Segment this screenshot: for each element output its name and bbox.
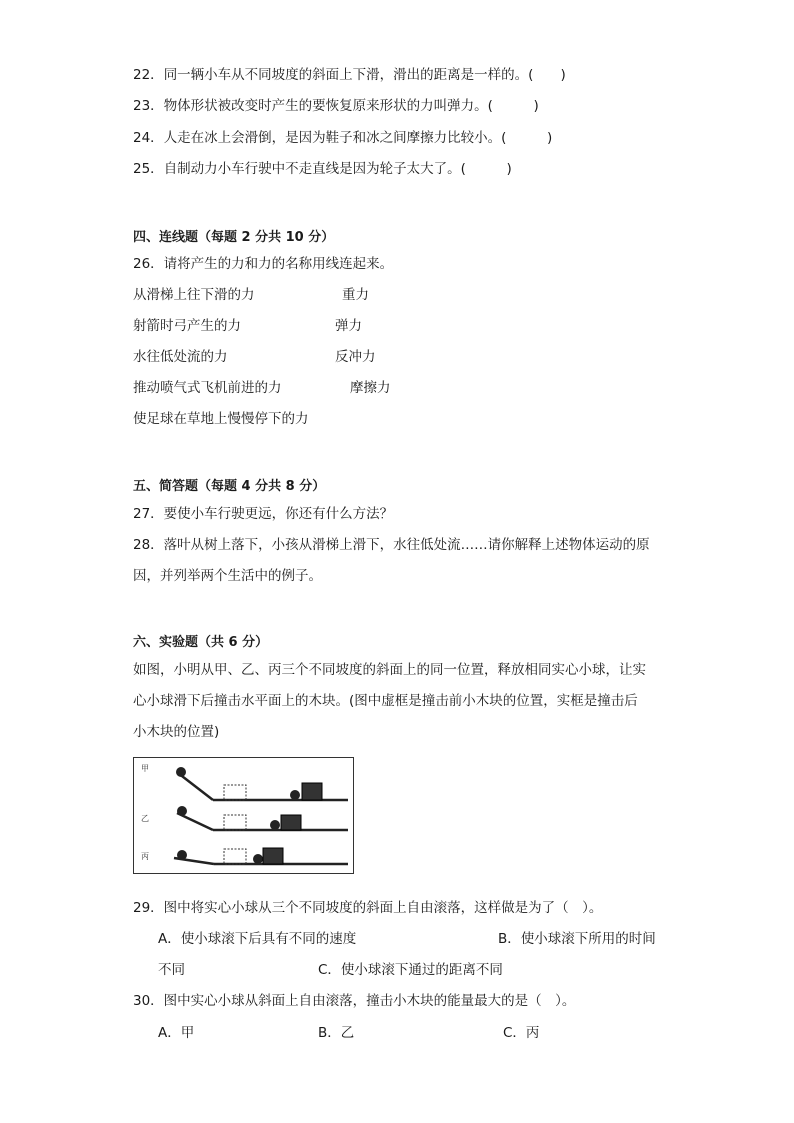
question-22 <box>133 66 566 84</box>
experiment-figure <box>133 757 354 874</box>
q30-option-b: B．乙 <box>318 1025 355 1041</box>
match-left-item-3: 水往低处流的力 <box>133 349 228 365</box>
q29-option-b: B．使小球滚下所用的时间 <box>498 931 656 947</box>
match-left-item-1: 从滑梯上往下滑的力 <box>133 287 255 303</box>
question-number: 23． <box>133 98 164 114</box>
match-right-item-2: 弹力 <box>335 318 362 334</box>
q29-option-a: A．使小球滚下后具有不同的速度 <box>158 931 357 947</box>
question-text: 同一辆小车从不同坡度的斜面上下滑，滑出的距离是一样的。( ) <box>163 67 566 83</box>
q29-option-b-continued: 不同 <box>158 962 185 978</box>
question-text: 人走在冰上会滑倒，是因为鞋子和冰之间摩擦力比较小。( ) <box>163 130 553 146</box>
question-25 <box>133 160 512 178</box>
slope-line <box>178 773 213 800</box>
block-before <box>224 785 246 800</box>
q30-option-a: A．甲 <box>158 1025 195 1041</box>
ramp-jia <box>176 767 348 800</box>
experiment-intro-line-1: 如图，小明从甲、乙、丙三个不同坡度的斜面上的同一位置，释放相同实心小球，让实 <box>133 662 646 678</box>
question-28-line-1: 28．落叶从树上落下，小孩从滑梯上滑下，水往低处流……请你解释上述物体运动的原 <box>133 537 650 553</box>
question-number: 24． <box>133 130 164 146</box>
ball-end <box>270 820 280 830</box>
block-after <box>263 848 283 864</box>
label-bing: 丙 <box>141 852 149 861</box>
ramp-yi <box>177 806 348 830</box>
label-jia: 甲 <box>141 764 149 773</box>
section-4-heading: 四、连线题（每题 2 分共 10 分） <box>133 230 335 245</box>
question-number: 22． <box>133 67 164 83</box>
ball-end <box>253 854 263 864</box>
question-26: 26．请将产生的力和力的名称用线连起来。 <box>133 256 394 272</box>
match-left-item-4: 推动喷气式飞机前进的力 <box>133 380 282 396</box>
question-27: 27．要使小车行驶更远，你还有什么方法？ <box>133 506 394 522</box>
match-left-item-2: 射箭时弓产生的力 <box>133 318 241 334</box>
section-5-heading: 五、简答题（每题 4 分共 8 分） <box>133 479 326 494</box>
match-right-item-1: 重力 <box>342 287 369 303</box>
question-text: 自制动力小车行驶中不走直线是因为轮子太大了。( ) <box>163 161 512 177</box>
ramp-bing <box>174 848 348 864</box>
match-left-item-5: 使足球在草地上慢慢停下的力 <box>133 411 309 427</box>
question-number: 25． <box>133 161 164 177</box>
experiment-intro-line-3: 小木块的位置) <box>133 724 220 740</box>
match-right-item-3: 反冲力 <box>335 349 376 365</box>
section-6-heading: 六、实验题（共 6 分） <box>133 635 269 650</box>
block-after <box>302 783 322 800</box>
ramp-diagram <box>134 758 353 873</box>
ball-start <box>177 806 187 816</box>
block-before <box>224 815 246 830</box>
block-after <box>281 815 301 830</box>
question-28-line-2: 因，并列举两个生活中的例子。 <box>133 568 322 584</box>
label-yi: 乙 <box>141 814 149 823</box>
question-29: 29．图中将实心小球从三个不同坡度的斜面上自由滚落，这样做是为了（ ）。 <box>133 900 603 916</box>
q29-option-c: C．使小球滚下通过的距离不同 <box>318 962 503 978</box>
block-before <box>224 849 246 864</box>
question-24 <box>133 129 552 147</box>
ball-end <box>290 790 300 800</box>
ball-start <box>176 767 186 777</box>
question-30: 30．图中实心小球从斜面上自由滚落，撞击小木块的能量最大的是（ ）。 <box>133 993 576 1009</box>
experiment-intro-line-2: 心小球滑下后撞击水平面上的木块。(图中虚框是撞击前小木块的位置，实框是撞击后 <box>133 693 638 709</box>
question-23 <box>133 97 539 115</box>
ball-start <box>177 850 187 860</box>
q30-option-c: C．丙 <box>503 1025 540 1041</box>
question-text: 物体形状被改变时产生的要恢复原来形状的力叫弹力。( ) <box>163 98 539 114</box>
match-right-item-4: 摩擦力 <box>350 380 391 396</box>
